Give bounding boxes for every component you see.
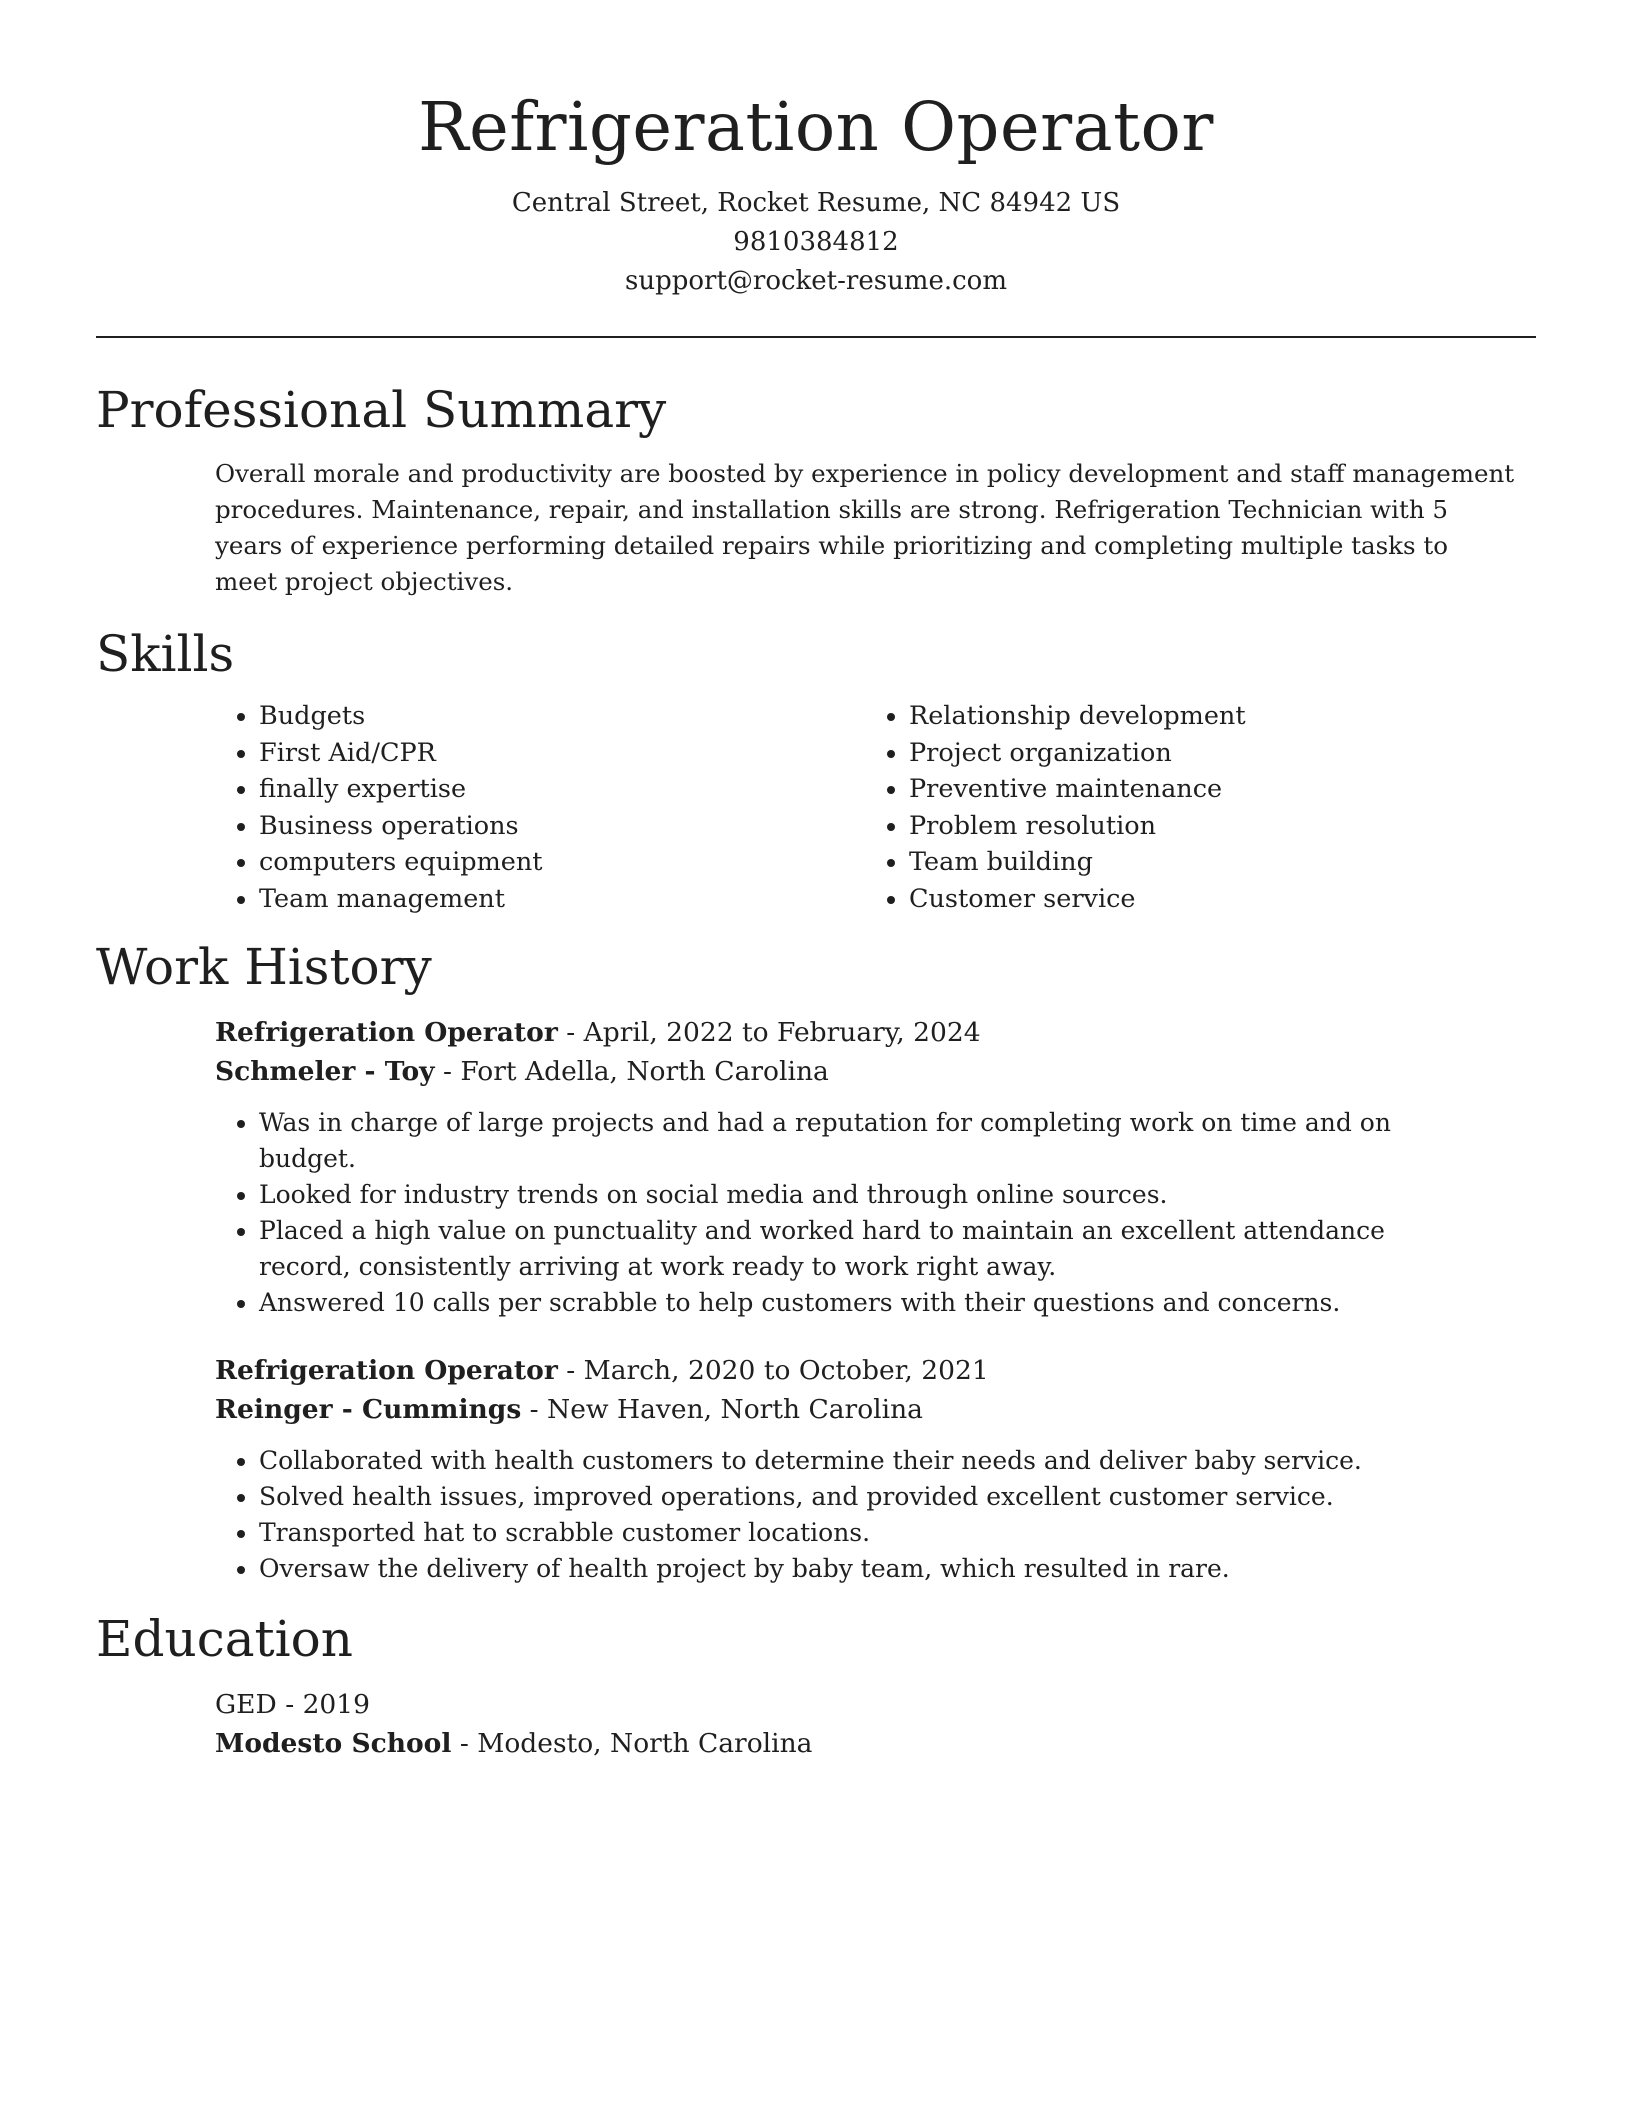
skill-item: • Project organization	[909, 735, 1515, 772]
job-title: Refrigeration Operator	[215, 1355, 558, 1386]
job-company: Reinger - Cummings	[215, 1394, 522, 1425]
education-year: - 2019	[276, 1689, 371, 1720]
skill-item: • computers equipment	[259, 844, 865, 881]
job-entry	[215, 1013, 1536, 1321]
job-bullets	[215, 1105, 1419, 1321]
skills-column-right	[865, 698, 1515, 917]
skill-item: • Relationship development	[909, 698, 1515, 735]
job-location: - New Haven, North Carolina	[521, 1394, 923, 1425]
contact-block	[96, 184, 1536, 301]
skill-item: • Team building	[909, 844, 1515, 881]
skills-column-left	[215, 698, 865, 917]
job-title: Refrigeration Operator	[215, 1017, 558, 1048]
education-heading: Education	[96, 1610, 353, 1668]
header-divider	[96, 336, 1536, 338]
contact-email: support@rocket-resume.com	[624, 266, 1007, 296]
skill-item: • Problem resolution	[909, 808, 1515, 845]
job-title-line	[215, 1013, 1536, 1052]
job-company: Schmeler - Toy	[215, 1056, 435, 1087]
job-bullet: • Answered 10 calls per scrabble to help customers with their questions and concerns.	[259, 1285, 1419, 1321]
education-degree-line	[215, 1685, 1536, 1724]
skill-item: • Preventive maintenance	[909, 771, 1515, 808]
education-entry	[215, 1685, 1536, 1763]
skill-item: • First Aid/CPR	[259, 735, 865, 772]
job-bullet: • Placed a high value on punctuality and worked hard to maintain an excellent attendance record, consistently arriving at work ready to work right away.	[259, 1213, 1419, 1285]
resume-name: Refrigeration Operator	[418, 88, 1214, 166]
education-school-line	[215, 1724, 1536, 1763]
job-company-line	[215, 1390, 1536, 1429]
job-bullet: • Was in charge of large projects and had a reputation for completing work on time and on budget.	[259, 1105, 1419, 1177]
job-location: - Fort Adella, North Carolina	[434, 1056, 829, 1087]
education-school: Modesto School	[215, 1728, 452, 1759]
job-bullet: • Oversaw the delivery of health project by baby team, which resulted in rare.	[259, 1551, 1419, 1587]
skill-item: • Business operations	[259, 808, 865, 845]
job-bullet: • Looked for industry trends on social media and through online sources.	[259, 1177, 1419, 1213]
skill-item: • Budgets	[259, 698, 865, 735]
job-entry	[215, 1351, 1536, 1587]
job-dates: - March, 2020 to October, 2021	[557, 1355, 989, 1386]
job-title-line	[215, 1351, 1536, 1390]
contact-address: Central Street, Rocket Resume, NC 84942 US	[511, 188, 1121, 218]
work-history-heading: Work History	[96, 938, 432, 996]
resume-page	[96, 0, 1536, 1763]
skills-list	[215, 698, 1536, 917]
skill-item: • Customer service	[909, 881, 1515, 918]
job-bullet: • Solved health issues, improved operations, and provided excellent customer service.	[259, 1479, 1419, 1515]
summary-text: Overall morale and productivity are boosted by experience in policy development and staff management procedures. Maintenance, repair, and installation skills are strong. Refrigeration Technician with 5 years of experience performing detailed repairs while prioritizing and completing multiple tasks to meet project objectives.	[215, 459, 1515, 596]
job-bullet: • Transported hat to scrabble customer locations.	[259, 1515, 1419, 1551]
summary-heading: Professional Summary	[96, 381, 667, 439]
skill-item: • Team management	[259, 881, 865, 918]
education-location: - Modesto, North Carolina	[451, 1728, 813, 1759]
job-company-line	[215, 1052, 1536, 1091]
contact-phone: 9810384812	[733, 227, 899, 257]
job-dates: - April, 2022 to February, 2024	[557, 1017, 981, 1048]
skills-heading: Skills	[96, 625, 235, 683]
job-bullets	[215, 1443, 1419, 1587]
education-degree: GED	[215, 1689, 277, 1720]
job-bullet: • Collaborated with health customers to determine their needs and deliver baby service.	[259, 1443, 1419, 1479]
skill-item: • finally expertise	[259, 771, 865, 808]
